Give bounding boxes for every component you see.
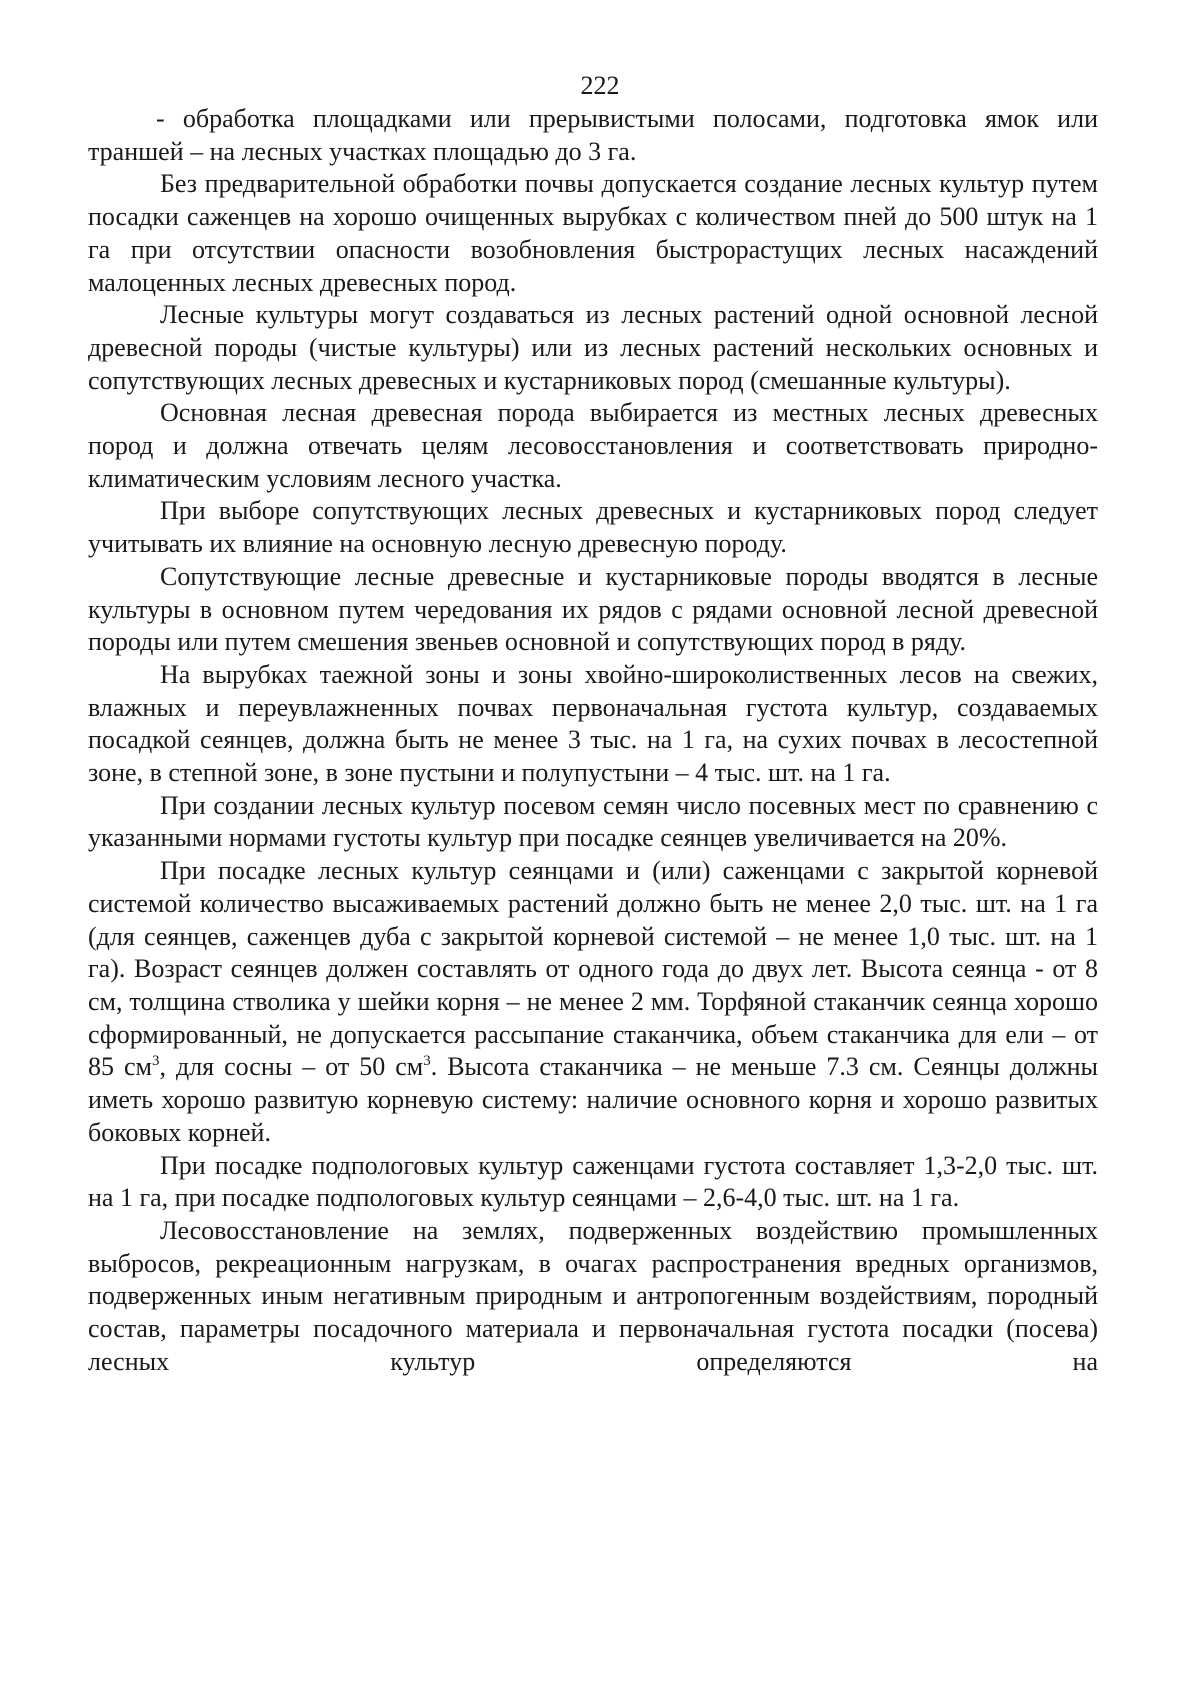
paragraph-2: Без предварительной обработки почвы допускается создание лесных культур путем посадки саженцев на хорошо очищенных вырубках с количеством пней до 500 штук на 1 га при отсутствии опасности возобновления быстрорастущих лесных насаждений малоценных лесных древесных пород. [88,169,1098,297]
paragraph-4: Основная лесная древесная порода выбирается из местных лесных древесных пород и должна отвечать целям лесовосстановления и соответствовать природно-климатическим условиям лесного участка. [88,398,1098,493]
paragraph-1: - обработка площадками или прерывистыми полосами, подготовка ямок или траншей – на лесных участках площадью до 3 га. [88,104,1098,166]
superscript-cubic-1: 3 [151,1053,160,1070]
paragraph-9-text-1: При посадке лесных культур сеянцами и (или) саженцами с закрытой корневой системой количество высаживаемых растений должно быть не менее 2,0 тыс. шт. на 1 га (для сеянцев, саженцев дуба с закрытой корневой системой – не менее 1,0 тыс. шт. на 1 га). Возраст сеянцев должен составлять от одного года до двух лет. Высота сеянца - от 8 см, толщина стволика у шейки корня – не менее 2 мм. Торфяной стаканчик сеянца хорошо сформированный, не допускается рассыпание стаканчика, объем стаканчика для ели – от 85 см [88,856,1098,1082]
paragraph-7: На вырубках таежной зоны и зоны хвойно-широколиственных лесов на свежих, влажных и переувлажненных почвах первоначальная густота культур, создаваемых посадкой сеянцев, должна быть не менее 3 тыс. на 1 га, на сухих почвах в лесостепной зоне, в степной зоне, в зоне пустыни и полупустыни – 4 тыс. шт. на 1 га. [88,659,1098,788]
paragraph-8: При создании лесных культур посевом семян число посевных мест по сравнению с указанными нормами густоты культур при посадке сеянцев увеличивается на 20%. [88,790,1098,853]
superscript-cubic-2: 3 [423,1053,431,1070]
paragraph-3: Лесные культуры могут создаваться из лесных растений одной основной лесной древесной породы (чистые культуры) или из лесных растений нескольких основных и сопутствующих лесных древесных и кустарниковых пород (смешанные культуры). [88,300,1098,395]
paragraph-9-text-3: . Высота стаканчика – не меньше 7.3 см. Сеянцы должны иметь хорошо развитую корневую систему: наличие основного корня и хорошо развитых боковых корней. [88,1052,1098,1147]
document-body [88,103,1098,1378]
paragraph-5: При выборе сопутствующих лесных древесных и кустарниковых пород следует учитывать их влияние на основную лесную древесную породу. [88,496,1098,559]
paragraph-6: Сопутствующие лесные древесные и кустарниковые породы вводятся в лесные культуры в основном путем чередования их рядов с рядами основной лесной древесной породы или путем смешения звеньев основной и сопутствующих пород в ряду. [88,561,1098,657]
paragraph-9 [88,855,1098,1149]
page-number: 222 [580,71,620,100]
paragraph-9-text-2: , для сосны – от 50 см [159,1052,424,1082]
paragraph-11: Лесовосстановление на землях, подверженных воздействию промышленных выбросов, рекреационным нагрузкам, в очагах распространения вредных организмов, подверженных иным негативным природным и антропогенным воздействиям, породный состав, параметры посадочного материала и первоначальная густота посадки (посева) лесных культур определяются на [88,1215,1098,1376]
paragraph-10: При посадке подпологовых культур саженцами густота составляет 1,3-2,0 тыс. шт. на 1 га, при посадке подпологовых культур сеянцами – 2,6-4,0 тыс. шт. на 1 га. [88,1150,1098,1213]
